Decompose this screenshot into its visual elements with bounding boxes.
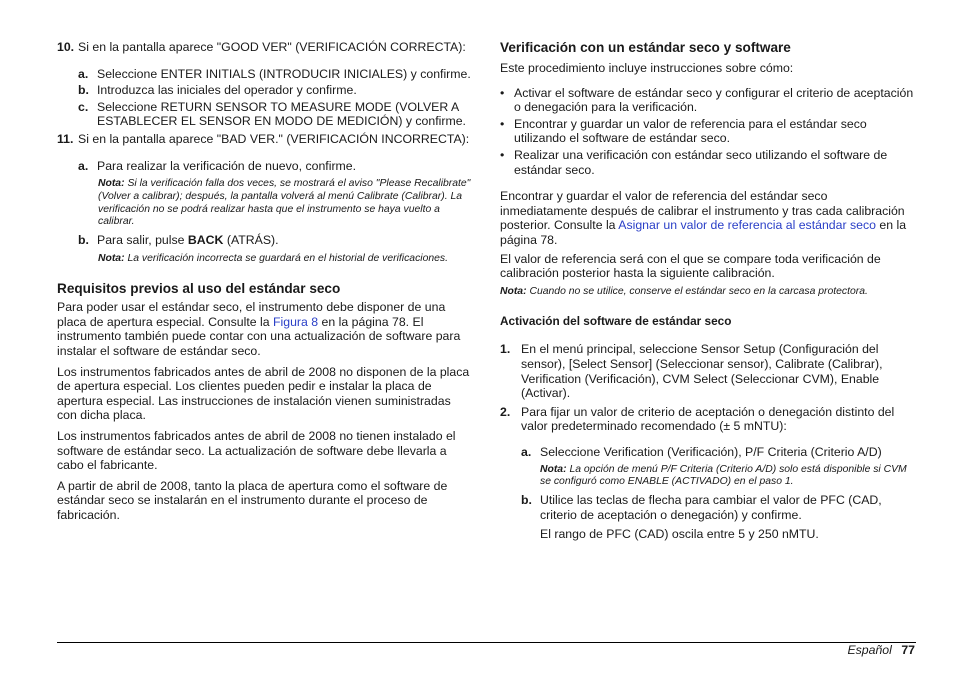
pfc-range-text: El rango de PFC (CAD) oscila entre 5 y 250 nMTU. [540,527,819,542]
bullet-item [500,117,916,146]
left-column [57,40,471,523]
note-text: La verificación incorrecta se guardará en el historial de verificaciones. [127,252,448,264]
substep-11b [57,233,471,248]
substep-10c [57,100,471,129]
substep-text: Utilice las teclas de flecha para cambiar el valor de PFC (CAD, criterio de aceptación o denegación) y confirme. [540,492,882,522]
substep-10b [57,83,471,98]
substep-letter: a. [78,158,89,173]
bullet-text: Encontrar y guardar un valor de referencia para el estándar seco utilizando el software de estándar seco. [514,116,867,146]
note-label: Nota: [98,178,125,190]
substep-text: Introduzca las iniciales del operador y confirme. [97,83,357,98]
substep-text: Seleccione ENTER INITIALS (INTRODUCIR INICIALES) y confirme. [97,66,471,81]
bullet-item [500,86,916,115]
note-text: Si la verificación falla dos veces, se mostrará el aviso "Please Recalibrate" (Volver a calibrar); después, la pantalla volverá al menú Calibrate (Calibrar). La verificación no se podrá realizar hasta que el instrumento se haya vuelto a calibrar. [98,178,471,228]
subsection-heading-activation: Activación del software de estándar seco [500,314,732,329]
substep-letter: a. [78,66,89,81]
bullet-mark: • [500,116,505,131]
paragraph: A partir de abril de 2008, tanto la placa de apertura como el software de estándar seco se instalarán en el instrumento durante el proceso de fabricación. [57,478,448,522]
paragraph: Encontrar y guardar el valor de referencia del estándar seco inmediatamente después de calibrar el instrumento y tras cada calibración posterior. Consulte la Asignar un valor de referencia al estándar seco en la página 78. [500,189,907,247]
note-pf-criteria [540,464,916,489]
back-key-label: BACK [187,232,224,247]
substep-2b [500,493,916,522]
intro-text: Este procedimiento incluye instrucciones sobre cómo: [500,61,794,75]
bullet-text: Realizar una verificación con estándar seco utilizando el software de estándar seco. [514,147,888,177]
bullet-text: Activar el software de estándar seco y configurar el criterio de aceptación o denegación para la verificación. [514,85,914,115]
substep-letter: b. [521,492,532,507]
note-protective-case [500,286,916,299]
step-2 [500,405,916,434]
substep-text: Para realizar la verificación de nuevo, confirme. [97,158,357,173]
step-text: Para fijar un valor de criterio de aceptación o denegación distinto del valor predeterminado recomendado (± 5 mNTU): [521,404,895,434]
step-11 [57,132,471,147]
right-column [500,40,916,542]
bullet-mark: • [500,147,505,162]
footer-language: Español [847,643,892,657]
step-1 [500,342,916,400]
substep-text: Seleccione RETURN SENSOR TO MEASURE MODE (VOLVER A ESTABLECER EL SENSOR EN MODO DE MEDICIÓN) y confirme. [97,99,466,129]
note-label: Nota: [540,463,567,475]
paragraph: Los instrumentos fabricados antes de abril de 2008 no tienen instalado el software de estándar seco. La actualización de software debe llevarla a cabo el fabricante. [57,429,456,473]
step-number: 10. [57,40,75,54]
substep-letter: b. [78,83,89,98]
footer-divider [57,642,916,643]
substep-letter: c. [78,99,89,114]
paragraph: Los instrumentos fabricados antes de abril de 2008 no disponen de la placa de apertura especial. Los clientes pueden pedir e instalar la placa de apertura especial. Las instrucciones de instalación vienen suministradas con dicha placa. [57,364,470,423]
step-number: 2. [500,404,511,419]
substep-11a [57,159,471,174]
bullet-mark: • [500,85,505,100]
substep-letter: b. [78,232,89,247]
step-number: 11. [57,131,74,146]
link-asignar-valor-referencia[interactable]: Asignar un valor de referencia al estándar seco [618,218,876,233]
step-10 [57,40,471,55]
step-text: Si en la pantalla aparece "GOOD VER" (VERIFICACIÓN CORRECTA): [78,40,466,54]
step-number: 1. [500,342,511,357]
link-figura-8[interactable]: Figura 8 [273,314,319,329]
note-text: Cuando no se utilice, conserve el estándar seco en la carcasa protectora. [529,285,868,297]
substep-letter: a. [521,444,532,459]
step-text: En el menú principal, seleccione Sensor Setup (Configuración del sensor), [Select Sensor] (Seleccionar sensor), Calibrate (Calibrar), Verification (Verificación), CVM Select (Seleccionar CVM), Enable (Activar). [521,342,883,401]
paragraph: Para poder usar el estándar seco, el instrumento debe disponer de una placa de apertura especial. Consulte la Figura 8 en la página 78. El instrumento también puede contar con una actualización de software para instalar el software de estándar seco. [57,300,461,359]
note-text: La opción de menú P/F Criteria (Criterio A/D) solo está disponible si CVM se configuró como ENABLE (ACTIVADO) en el paso 1. [540,463,907,488]
note-history [98,253,471,266]
page-number: 77 [901,643,915,657]
page-footer [847,643,915,657]
note-label: Nota: [500,285,527,297]
note-recalibrate [98,178,471,229]
paragraph: El valor de referencia será con el que se compare toda verificación de calibración posterior hasta la siguiente calibración. [500,251,881,281]
substep-10a [57,67,471,82]
section-heading-prereq: Requisitos previos al uso del estándar seco [57,281,341,297]
substep-text: Seleccione Verification (Verificación), P/F Criteria (Criterio A/D) [540,444,882,459]
substep-2a [500,445,916,460]
substep-text: Para salir, pulse BACK (ATRÁS). [97,232,279,247]
step-text: Si en la pantalla aparece "BAD VER." (VERIFICACIÓN INCORRECTA): [78,131,470,146]
bullet-item [500,148,916,177]
section-heading-verification: Verificación con un estándar seco y software [500,40,791,55]
note-label: Nota: [98,252,125,264]
